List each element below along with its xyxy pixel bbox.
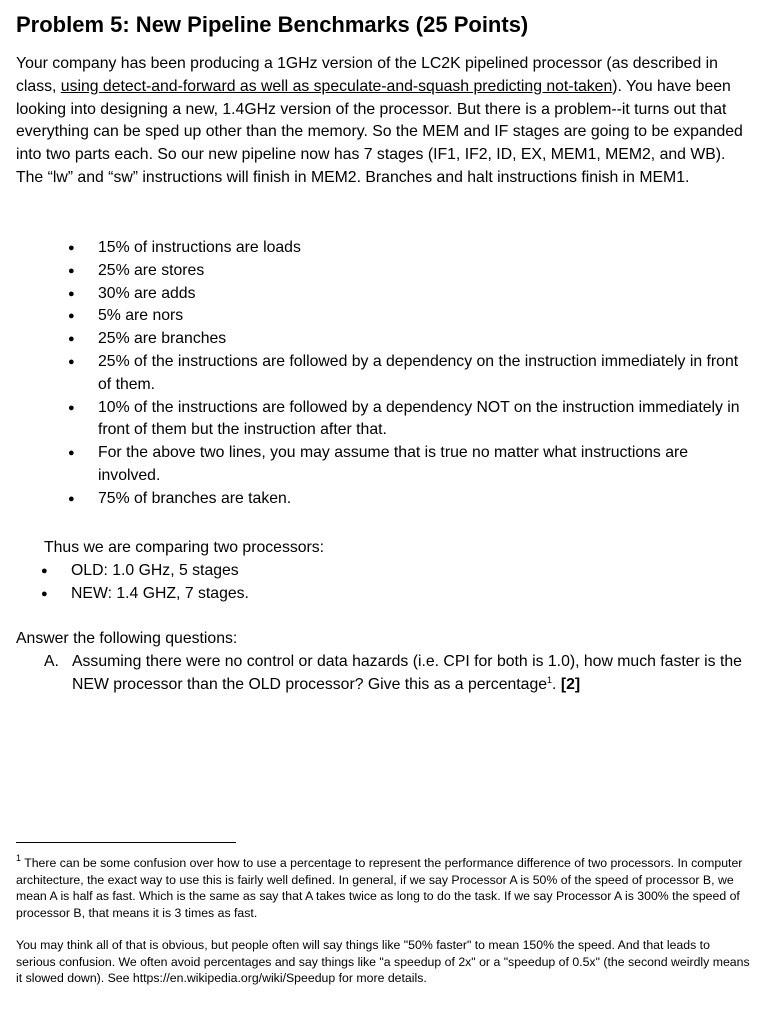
list-item: ● 10% of the instructions are followed by a dependency NOT on the instruction immediately in front of them but the instruction after that.	[56, 397, 746, 443]
instruction-stats-list	[56, 237, 746, 511]
answer-intro: Answer the following questions:	[16, 630, 238, 647]
intro-underlined-text: using detect-and-forward as well as speculate-and-squash predicting not-taken	[60, 77, 613, 95]
list-item: ● For the above two lines, you may assume that is true no matter what instructions are involved.	[56, 442, 746, 488]
question-punct: .	[552, 675, 561, 693]
list-item: ● 5% are nors	[56, 305, 746, 328]
footnote-paragraph-1	[16, 855, 751, 921]
comparison-intro: Thus we are comparing two processors:	[44, 539, 325, 556]
list-item: ● 25% are stores	[56, 260, 746, 283]
intro-text-end: ). You have been looking into designing a new, 1.4GHz version of the processor. But there is a problem--it turns out that everything can be sped up other than the memory. So the MEM and IF stages are going to be expanded into two parts each. So our new pipeline now has 7 stages (IF1, IF2, ID, EX, MEM1, MEM2, and WB). The “lw” and “sw” instructions will finish in MEM2. Branches and halt instructions finish in MEM1.	[16, 77, 743, 186]
intro-text-start: Your company has been producing a 1GHz version of the LC2K pipelined processor (as described in class,	[16, 55, 718, 95]
list-item: ● 25% are branches	[56, 328, 746, 351]
processor-list	[16, 560, 249, 606]
list-item: ● 75% of branches are taken.	[56, 488, 746, 511]
list-item: ● OLD: 1.0 GHz, 5 stages	[16, 560, 249, 583]
list-item: ● NEW: 1.4 GHZ, 7 stages.	[16, 583, 249, 606]
question-a	[44, 651, 744, 697]
question-letter: A.	[44, 653, 59, 670]
problem-title: Problem 5: New Pipeline Benchmarks (25 Points)	[16, 12, 529, 37]
list-item: ● 30% are adds	[56, 283, 746, 306]
footnote-reference: 1	[547, 674, 553, 685]
question-text	[72, 651, 744, 697]
intro-paragraph	[16, 53, 756, 190]
points-value: [2]	[560, 675, 581, 693]
footnote-text-1: There can be some confusion over how to use a percentage to represent the performance difference of two processors. In computer architecture, the exact way to use this is fairly well defined. In general, if we say Processor A is 50% of the speed of processor B, we mean A is half as fast. Which is the same as say that A takes twice as long to do the task. If we say Processor A is 300% the speed of processor B, that means it is 3 times as fast.	[16, 856, 743, 920]
footnote-paragraph-2: You may think all of that is obvious, but people often will say things like "50% faster" to mean 150% the speed. And that leads to serious confusion. We often avoid percentages and say things like "a speedup of 2x" or a "speedup of 0.5x" (the second weirdly means it slowed down). See https://en.wikipedia.org/wiki/Speedup for more details.	[16, 938, 750, 986]
question-body: Assuming there were no control or data hazards (i.e. CPI for both is 1.0), how much faster is the NEW processor than the OLD processor? Give this as a percentage	[72, 653, 742, 693]
footnote-mark: 1	[16, 853, 22, 863]
list-item: ● 15% of instructions are loads	[56, 237, 746, 260]
footnote-divider	[16, 842, 236, 843]
list-item: ● 25% of the instructions are followed by a dependency on the instruction immediately in front of them.	[56, 351, 746, 397]
